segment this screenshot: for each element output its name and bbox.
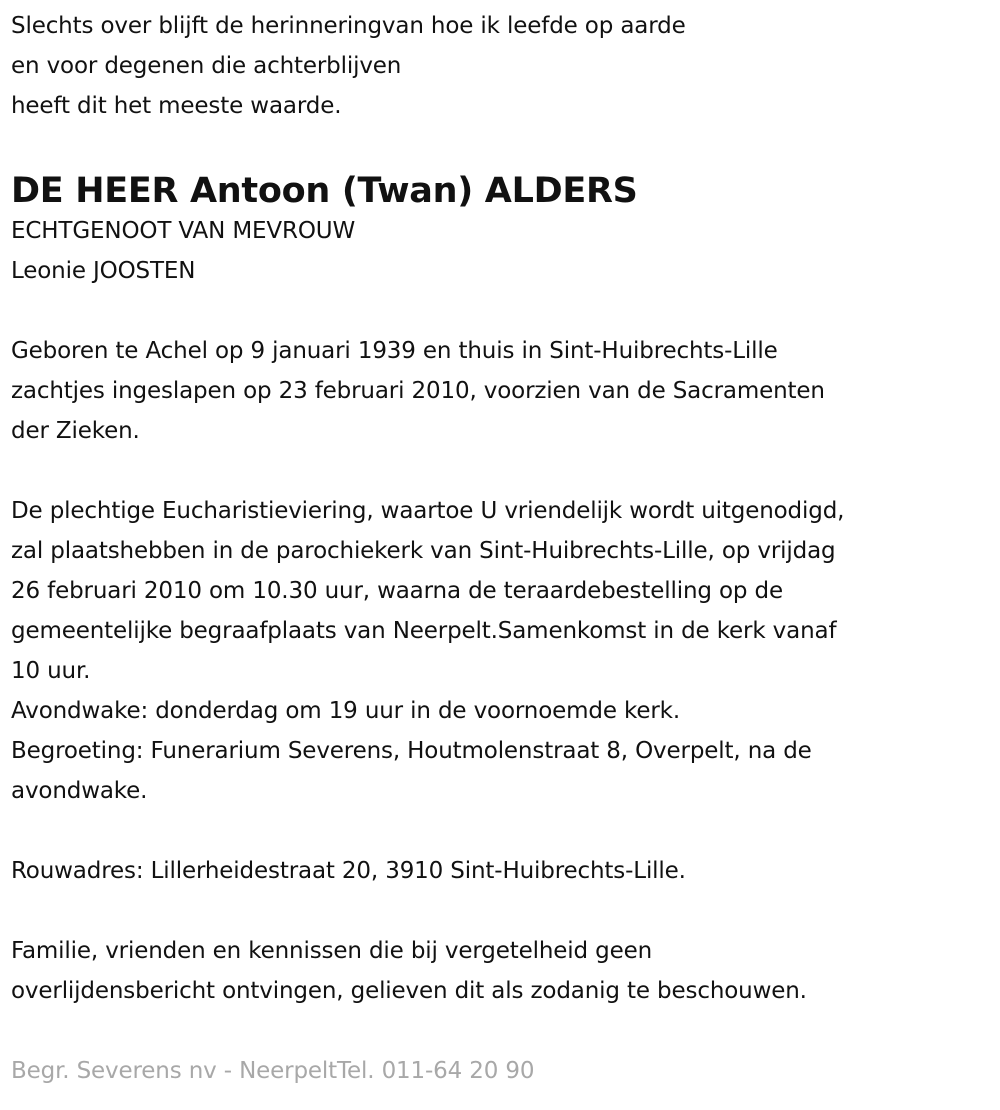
paragraph-line: der Zieken. (11, 418, 140, 444)
paragraph-line: gemeentelijke begraafplaats van Neerpelt.Samenkomst in de kerk vanaf (11, 618, 837, 644)
poem-line: Slechts over blijft de herinneringvan hoe ik leefde op aarde (11, 13, 686, 39)
greeting-line: Begroeting: Funerarium Severens, Houtmolenstraat 8, Overpelt, na de (11, 738, 812, 764)
paragraph-line: Geboren te Achel op 9 januari 1939 en thuis in Sint-Huibrechts-Lille (11, 338, 778, 364)
address-line: Rouwadres: Lillerheidestraat 20, 3910 Sint-Huibrechts-Lille. (11, 858, 686, 884)
poem (11, 6, 996, 126)
paragraph-line: zachtjes ingeslapen op 23 februari 2010, voorzien van de Sacramenten (11, 378, 825, 404)
paragraph-line: overlijdensbericht ontvingen, gelieven dit als zodanig te beschouwen. (11, 978, 807, 1004)
spacer (11, 811, 996, 851)
birth-death-paragraph (11, 331, 996, 451)
greeting-line: avondwake. (11, 778, 148, 804)
paragraph-line: Familie, vrienden en kennissen die bij vergetelheid geen (11, 938, 652, 964)
wake-line: Avondwake: donderdag om 19 uur in de voornoemde kerk. (11, 698, 681, 724)
paragraph-line: 10 uur. (11, 658, 91, 684)
spacer (11, 1011, 996, 1051)
spacer (11, 291, 996, 331)
deceased-block (11, 164, 996, 291)
spacer (11, 891, 996, 931)
obituary-notice (11, 6, 996, 1091)
funeral-home-footer: Begr. Severens nv - NeerpeltTel. 011-64 20 90 (11, 1058, 535, 1084)
relation-label: ECHTGENOOT VAN MEVROUW (11, 218, 356, 244)
spacer (11, 451, 996, 491)
paragraph-line: 26 februari 2010 om 10.30 uur, waarna de teraardebestelling op de (11, 578, 783, 604)
ceremony-paragraph (11, 491, 996, 811)
paragraph-line: zal plaatshebben in de parochiekerk van Sint-Huibrechts-Lille, op vrijdag (11, 538, 836, 564)
paragraph-line: De plechtige Eucharistieviering, waartoe U vriendelijk wordt uitgenodigd, (11, 498, 845, 524)
poem-line: heeft dit het meeste waarde. (11, 93, 342, 119)
poem-line: en voor degenen die achterblijven (11, 53, 402, 79)
deceased-name: DE HEER Antoon (Twan) ALDERS (11, 171, 638, 211)
spouse-name: Leonie JOOSTEN (11, 258, 196, 284)
notice-paragraph (11, 931, 996, 1011)
mourning-address (11, 851, 996, 891)
